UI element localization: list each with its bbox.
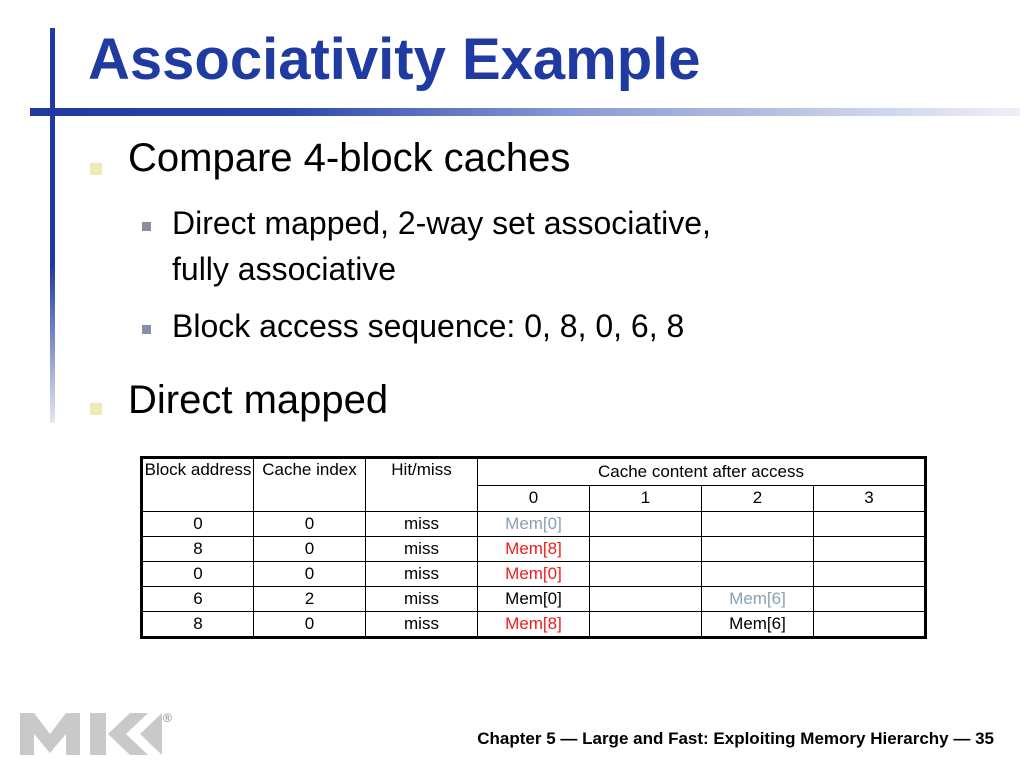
cell-content-3 bbox=[814, 587, 926, 612]
table-row bbox=[142, 512, 926, 537]
header-cache-content: Cache content after access bbox=[478, 458, 926, 486]
bullet-compare: Compare 4-block caches bbox=[128, 136, 571, 180]
bullet-square-icon bbox=[90, 403, 102, 415]
direct-mapped-table bbox=[140, 456, 927, 639]
header-col-0: 0 bbox=[478, 485, 590, 511]
sub-bullet-square-icon bbox=[142, 222, 151, 231]
cell-content-2 bbox=[702, 537, 814, 562]
mk-publisher-logo-icon bbox=[20, 708, 180, 758]
cell-cache-index: 0 bbox=[254, 562, 366, 587]
cell-cache-index: 2 bbox=[254, 587, 366, 612]
table-row bbox=[142, 587, 926, 612]
slide-footer: Chapter 5 — Large and Fast: Exploiting Memory Hierarchy — 35 bbox=[477, 729, 994, 748]
cell-content-2 bbox=[702, 512, 814, 537]
cell-block-address: 0 bbox=[142, 562, 254, 587]
bullet-direct-mapped: Direct mapped bbox=[128, 378, 389, 422]
cell-content-0: Mem[0] bbox=[478, 587, 590, 612]
cell-content-2: Mem[6] bbox=[702, 612, 814, 638]
cell-content-2: Mem[6] bbox=[702, 587, 814, 612]
cell-content-3 bbox=[814, 612, 926, 638]
header-col-3: 3 bbox=[814, 485, 926, 511]
cell-block-address: 8 bbox=[142, 612, 254, 638]
cell-content-2 bbox=[702, 562, 814, 587]
table-row bbox=[142, 562, 926, 587]
cell-cache-index: 0 bbox=[254, 612, 366, 638]
registered-mark: ® bbox=[163, 711, 172, 725]
cell-content-0: Mem[8] bbox=[478, 612, 590, 638]
sub-bullet-access-sequence: Block access sequence: 0, 8, 0, 6, 8 bbox=[172, 308, 685, 344]
cell-content-1 bbox=[590, 537, 702, 562]
sub-bullet-cache-types-line1: Direct mapped, 2-way set associative, bbox=[172, 205, 711, 241]
cell-content-0: Mem[0] bbox=[478, 562, 590, 587]
cell-hit-miss: miss bbox=[366, 587, 478, 612]
title-vertical-rule bbox=[50, 28, 55, 423]
sub-bullet-cache-types-line2: fully associative bbox=[172, 251, 397, 287]
header-cache-index: Cache index bbox=[254, 458, 366, 512]
cell-content-3 bbox=[814, 562, 926, 587]
cell-content-3 bbox=[814, 537, 926, 562]
cell-hit-miss: miss bbox=[366, 562, 478, 587]
cell-content-1 bbox=[590, 612, 702, 638]
header-col-2: 2 bbox=[702, 485, 814, 511]
table-row bbox=[142, 612, 926, 638]
cell-block-address: 0 bbox=[142, 512, 254, 537]
header-block-address: Block address bbox=[142, 458, 254, 512]
cell-content-0: Mem[8] bbox=[478, 537, 590, 562]
cell-content-3 bbox=[814, 512, 926, 537]
cell-content-1 bbox=[590, 587, 702, 612]
sub-bullet-cache-types bbox=[172, 200, 711, 292]
cell-content-1 bbox=[590, 562, 702, 587]
cell-content-0: Mem[0] bbox=[478, 512, 590, 537]
sub-bullet-square-icon bbox=[142, 325, 151, 334]
title-horizontal-rule bbox=[30, 108, 1020, 116]
header-hit-miss: Hit/miss bbox=[366, 458, 478, 512]
cell-cache-index: 0 bbox=[254, 537, 366, 562]
cell-block-address: 8 bbox=[142, 537, 254, 562]
bullet-square-icon bbox=[90, 163, 102, 175]
table-row bbox=[142, 537, 926, 562]
cell-block-address: 6 bbox=[142, 587, 254, 612]
slide-title: Associativity Example bbox=[88, 27, 701, 92]
cell-content-1 bbox=[590, 512, 702, 537]
cell-hit-miss: miss bbox=[366, 512, 478, 537]
cell-hit-miss: miss bbox=[366, 612, 478, 638]
header-col-1: 1 bbox=[590, 485, 702, 511]
cell-hit-miss: miss bbox=[366, 537, 478, 562]
cell-cache-index: 0 bbox=[254, 512, 366, 537]
